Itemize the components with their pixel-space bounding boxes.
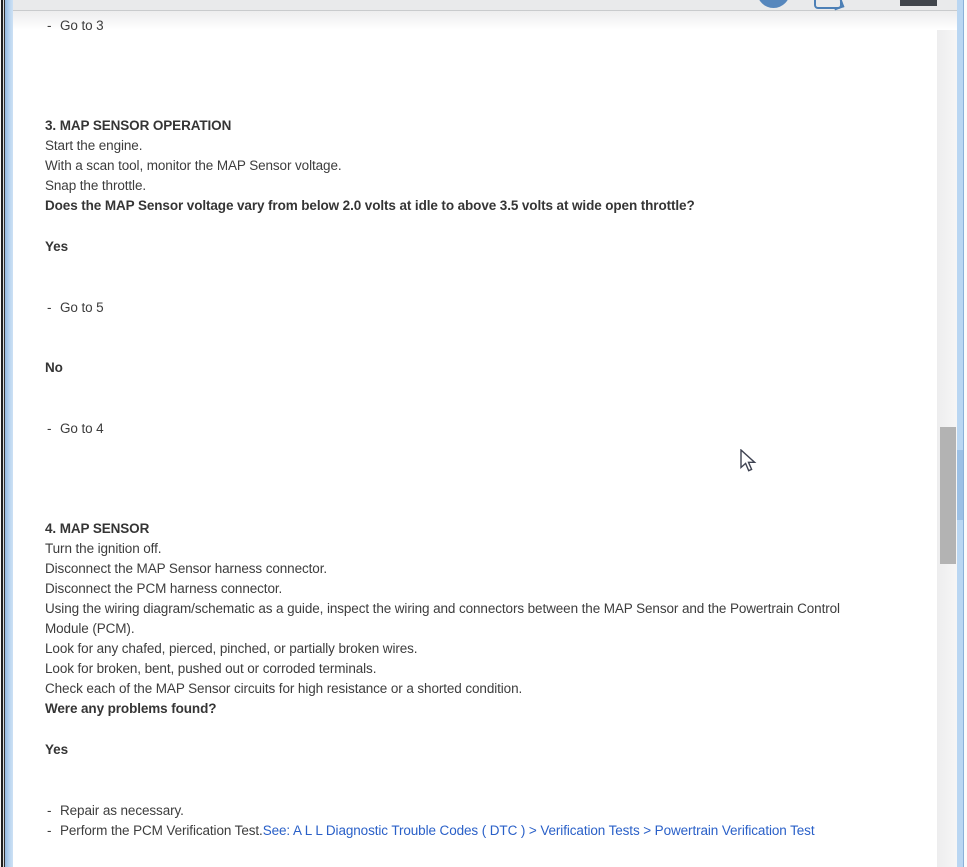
instruction-line: Disconnect the PCM harness connector. <box>45 581 283 596</box>
instruction-line: Snap the throttle. <box>45 178 147 193</box>
action-text: Repair as necessary. <box>60 803 184 818</box>
procedure-content <box>13 0 937 861</box>
answer-label-yes: Yes <box>45 239 68 254</box>
instruction-line: Look for broken, bent, pushed out or corroded terminals. <box>45 661 377 676</box>
action-text: Perform the PCM Verification Test. <box>60 823 263 838</box>
action-bullet <box>45 16 907 36</box>
instruction-line: Module (PCM). <box>45 621 135 636</box>
instruction-line: Using the wiring diagram/schematic as a guide, inspect the wiring and connectors between the MAP Sensor and the Powertrain Control <box>45 601 840 616</box>
answer-label-yes: Yes <box>45 742 68 757</box>
step-title: 4. MAP SENSOR <box>45 521 150 536</box>
toolbar-dark-remnant <box>900 0 937 6</box>
step-title: 3. MAP SENSOR OPERATION <box>45 118 232 133</box>
bullet-dash: - <box>47 803 52 818</box>
instruction-line: Look for any chafed, pierced, pinched, or partially broken wires. <box>45 641 418 656</box>
action-bullet <box>45 419 907 439</box>
instruction-line: Check each of the MAP Sensor circuits for high resistance or a shorted condition. <box>45 681 523 696</box>
bullet-dash: - <box>47 823 52 838</box>
instruction-line: Disconnect the MAP Sensor harness connector. <box>45 561 328 576</box>
step-question: Were any problems found? <box>45 701 217 716</box>
action-text: Go to 3 <box>60 18 104 33</box>
step-question: Does the MAP Sensor voltage vary from below 2.0 volts at idle to above 3.5 volts at wide open throttle? <box>45 198 695 213</box>
instruction-line: With a scan tool, monitor the MAP Sensor voltage. <box>45 158 342 173</box>
answer-label-no: No <box>45 360 63 375</box>
action-bullet <box>45 298 907 318</box>
instruction-line: Turn the ignition off. <box>45 541 162 556</box>
action-bullet <box>45 821 907 841</box>
bullet-dash: - <box>47 421 52 436</box>
bullet-dash: - <box>47 18 52 33</box>
mouse-cursor-icon <box>739 449 759 475</box>
action-text: Go to 4 <box>60 421 104 436</box>
bullet-dash: - <box>47 300 52 315</box>
instruction-line: Start the engine. <box>45 138 143 153</box>
page-scrollbar-track[interactable] <box>957 0 964 867</box>
action-text: Go to 5 <box>60 300 104 315</box>
verification-test-link[interactable]: See: A L L Diagnostic Trouble Codes ( DTC ) > Verification Tests > Powertrain Verification Test <box>262 823 815 838</box>
page-scrollbar-thumb[interactable] <box>957 450 963 520</box>
action-bullet <box>45 801 907 821</box>
page-background-strip-left <box>5 0 13 867</box>
content-scrollbar-thumb[interactable] <box>940 427 956 564</box>
